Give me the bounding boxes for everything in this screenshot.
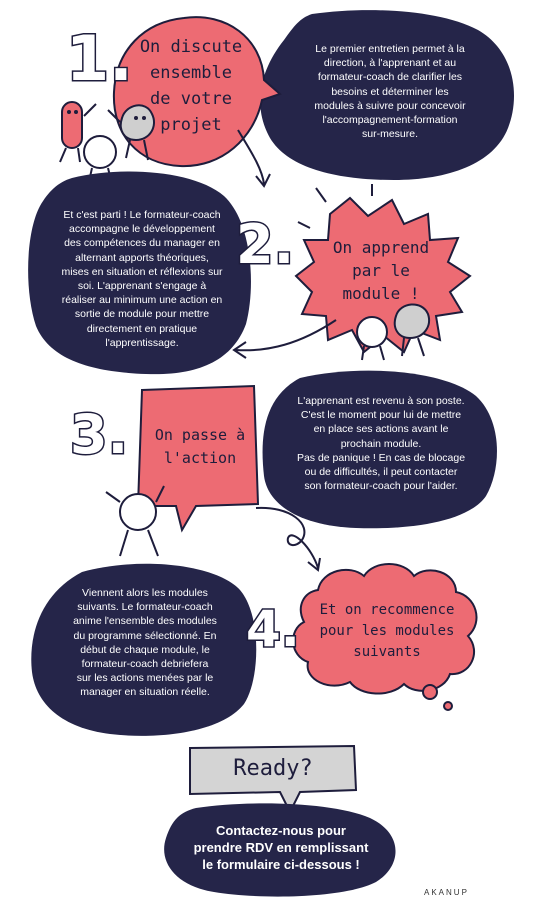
arrow-1-to-2 bbox=[238, 130, 270, 186]
step-1-description: Le premier entretien permet à la direction, à l'apprenant et au formateur-coach de clarifier les besoins et déterminer les modules à suivre pour concevoir l'accompagnement-formation sur-mesure. bbox=[314, 43, 466, 141]
step-2-description: Et c'est parti ! Le formateur-coach accompagne le développement des compétences du manager en alternant apports théoriques, mises en situation et réflexions sur soi. L'apprenant s'engage à réaliser au minimum une action en sortie de module pour mettre directement en pratique l'apprentissage. bbox=[61, 209, 223, 349]
brand-logo: AKANUP bbox=[424, 888, 469, 897]
step-1-title: On discute ensemble de votre projet bbox=[139, 37, 243, 135]
step-4-title: Et on recommence pour les modules suivants bbox=[319, 602, 455, 660]
step-4-description: Viennent alors les modules suivants. Le formateur-coach anime l'ensemble des modules du programme sélectionné. En début de chaque module, le formateur-coach debriefera sur les actions menées par le manager en situation réelle. bbox=[73, 587, 217, 699]
cloud-bubble-1 bbox=[423, 685, 437, 699]
step-3-number: 3. bbox=[70, 403, 129, 466]
step-3-description: L'apprenant est revenu à son poste. C'est le moment pour lui de mettre en place ses actions avant le prochain module. Pas de panique ! En cas de blocage ou de difficultés, il peut contacter son formateur-coach pour l'aider. bbox=[296, 395, 466, 493]
step-2-number: 2. bbox=[236, 213, 295, 276]
step-3-title: On passe à l'action bbox=[154, 426, 246, 467]
ready-label: Ready? bbox=[233, 756, 313, 781]
cloud-bubble-2 bbox=[444, 702, 452, 710]
white-character-2-icon bbox=[357, 317, 387, 360]
step-4-number: 4. bbox=[246, 600, 300, 658]
cta-text: Contactez-nous pour prendre RDV en remplissant le formulaire ci-dessous ! bbox=[193, 823, 369, 872]
step-1-number: 1. bbox=[66, 22, 133, 95]
step-2-title: On apprend par le module ! bbox=[332, 238, 430, 303]
